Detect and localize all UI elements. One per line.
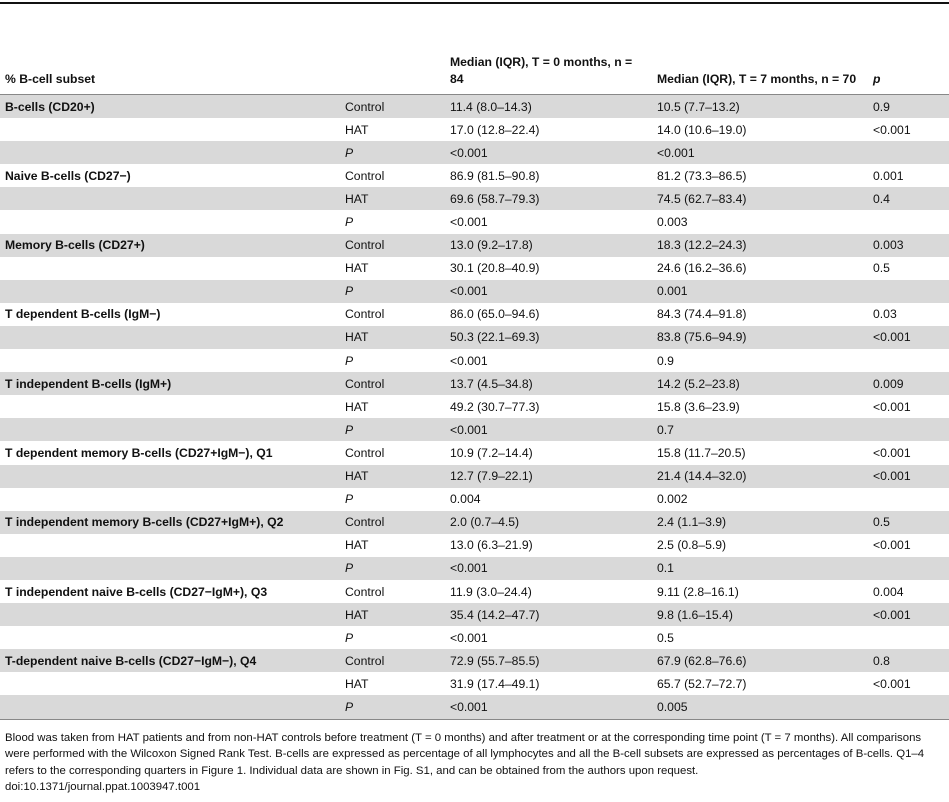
cell-t0: 2.0 (0.7–4.5) — [445, 511, 652, 534]
cell-t7: 18.3 (12.2–24.3) — [652, 234, 868, 257]
cell-t7: 24.6 (16.2–36.6) — [657, 261, 747, 276]
cell-group: Control — [340, 234, 445, 257]
cell-t7: 0.9 — [657, 353, 674, 368]
cell-t0: 13.0 (9.2–17.8) — [445, 234, 652, 257]
cell-subset — [0, 672, 340, 695]
cell-subset: B-cells (CD20+) — [0, 95, 340, 119]
cell-t7: 0.1 — [652, 557, 868, 580]
cell-p: 0.004 — [873, 584, 904, 599]
cell-group: HAT — [345, 676, 369, 691]
cell-group: HAT — [340, 187, 445, 210]
table-row — [0, 141, 949, 164]
cell-t0: 69.6 (58.7–79.3) — [445, 187, 652, 210]
cell-group: P — [340, 141, 445, 164]
table-body — [0, 95, 949, 720]
cell-subset — [0, 210, 340, 233]
cell-t0: 49.2 (30.7–77.3) — [450, 399, 540, 414]
cell-group: P — [340, 695, 445, 719]
results-table-container — [0, 2, 949, 796]
cell-t0: <0.001 — [445, 141, 652, 164]
cell-p: 0.001 — [873, 168, 904, 183]
table-row — [0, 534, 949, 557]
cell-t0: <0.001 — [445, 695, 652, 719]
cell-t7: 9.11 (2.8–16.1) — [657, 584, 739, 599]
cell-group: Control — [340, 372, 445, 395]
cell-subset — [0, 418, 340, 441]
cell-t0: 0.004 — [450, 492, 481, 507]
cell-subset — [0, 557, 340, 580]
cell-t0: 11.4 (8.0–14.3) — [445, 95, 652, 119]
cell-group: P — [345, 353, 354, 368]
footnote-doi: doi:10.1371/journal.ppat.1003947.t001 — [5, 781, 201, 794]
table-row — [0, 257, 949, 280]
cell-p — [868, 349, 949, 372]
cell-group: P — [345, 630, 354, 645]
table-row — [0, 603, 949, 626]
cell-group: Control — [345, 168, 385, 183]
cell-t7: 74.5 (62.7–83.4) — [652, 187, 868, 210]
cell-p — [868, 210, 949, 233]
cell-t0: 13.0 (6.3–21.9) — [450, 538, 533, 553]
table-row — [0, 95, 949, 119]
cell-p: 0.5 — [873, 261, 890, 276]
cell-t7: 14.2 (5.2–23.8) — [652, 372, 868, 395]
cell-group: P — [340, 557, 445, 580]
cell-subset: Memory B-cells (CD27+) — [0, 234, 340, 257]
table-row — [0, 672, 949, 695]
cell-p: <0.001 — [873, 538, 911, 553]
cell-p: <0.001 — [873, 122, 911, 137]
table-row — [0, 187, 949, 210]
cell-t7: 14.0 (10.6–19.0) — [657, 122, 747, 137]
cell-subset — [0, 187, 340, 210]
cell-t0: 86.0 (65.0–94.6) — [450, 307, 540, 322]
cell-t0: 30.1 (20.8–40.9) — [450, 261, 540, 276]
header-t7: Median (IQR), T = 7 months, n = 70 — [652, 4, 868, 95]
cell-subset — [0, 280, 340, 303]
cell-p: <0.001 — [873, 676, 911, 691]
cell-p: 0.4 — [868, 187, 949, 210]
cell-t0: 35.4 (14.2–47.7) — [445, 603, 652, 626]
cell-subset — [0, 141, 340, 164]
cell-group: Control — [340, 511, 445, 534]
table-row — [0, 441, 949, 464]
table-row — [0, 234, 949, 257]
cell-group: P — [345, 492, 354, 507]
table-row — [0, 280, 949, 303]
table-row — [0, 626, 949, 649]
header-subset: % B-cell subset — [0, 4, 340, 95]
cell-subset — [0, 603, 340, 626]
cell-t7: 2.5 (0.8–5.9) — [657, 538, 727, 553]
cell-t7: 10.5 (7.7–13.2) — [652, 95, 868, 119]
cell-t7: 0.003 — [657, 215, 688, 230]
table-row — [0, 395, 949, 418]
cell-t0: <0.001 — [450, 215, 488, 230]
cell-p — [868, 488, 949, 511]
table-header — [0, 4, 949, 95]
header-row — [0, 4, 949, 95]
cell-subset: T dependent memory B-cells (CD27+IgM−), Q1 — [5, 445, 273, 460]
cell-subset — [0, 488, 340, 511]
cell-t7: 21.4 (14.4–32.0) — [652, 465, 868, 488]
cell-p — [868, 626, 949, 649]
cell-t7: 0.5 — [657, 630, 674, 645]
table-row — [0, 557, 949, 580]
cell-t7: <0.001 — [652, 141, 868, 164]
cell-t0: 31.9 (17.4–49.1) — [450, 676, 540, 691]
cell-subset — [0, 465, 340, 488]
cell-t7: 83.8 (75.6–94.9) — [652, 326, 868, 349]
table-footnote — [0, 720, 949, 796]
cell-t0: 50.3 (22.1–69.3) — [445, 326, 652, 349]
b-cell-subset-table — [0, 4, 949, 720]
cell-group: HAT — [340, 465, 445, 488]
table-row — [0, 418, 949, 441]
cell-p: 0.009 — [868, 372, 949, 395]
cell-p: 0.5 — [868, 511, 949, 534]
cell-group: HAT — [340, 326, 445, 349]
cell-t7: 15.8 (3.6–23.9) — [657, 399, 740, 414]
header-p: p — [868, 4, 949, 95]
cell-p: 0.03 — [873, 307, 897, 322]
cell-t7: 81.2 (73.3–86.5) — [657, 168, 747, 183]
cell-p — [868, 695, 949, 719]
cell-t0: <0.001 — [450, 353, 488, 368]
cell-group: HAT — [340, 603, 445, 626]
cell-p: <0.001 — [873, 445, 911, 460]
table-row — [0, 695, 949, 719]
header-t0: Median (IQR), T = 0 months, n = 84 — [445, 4, 652, 95]
cell-group: HAT — [345, 261, 369, 276]
cell-t0: 86.9 (81.5–90.8) — [450, 168, 540, 183]
cell-subset: T independent B-cells (IgM+) — [0, 372, 340, 395]
cell-subset — [0, 534, 340, 557]
cell-p: <0.001 — [873, 399, 911, 414]
cell-group: Control — [345, 584, 385, 599]
cell-p: 0.003 — [868, 234, 949, 257]
cell-t0: <0.001 — [445, 280, 652, 303]
table-row — [0, 349, 949, 372]
table-row — [0, 465, 949, 488]
cell-subset: Naive B-cells (CD27−) — [5, 168, 131, 183]
cell-p: <0.001 — [868, 465, 949, 488]
cell-p — [868, 557, 949, 580]
cell-p — [868, 418, 949, 441]
cell-t0: 72.9 (55.7–85.5) — [445, 649, 652, 672]
cell-t0: <0.001 — [445, 557, 652, 580]
cell-t7: 84.3 (74.4–91.8) — [657, 307, 747, 322]
table-row — [0, 580, 949, 603]
cell-subset — [0, 257, 340, 280]
cell-t0: <0.001 — [450, 630, 488, 645]
cell-t0: 10.9 (7.2–14.4) — [450, 445, 533, 460]
table-row — [0, 372, 949, 395]
cell-group: HAT — [345, 538, 369, 553]
cell-p — [868, 141, 949, 164]
header-group — [340, 4, 445, 95]
cell-t0: 11.9 (3.0–24.4) — [450, 584, 532, 599]
cell-p: 0.9 — [868, 95, 949, 119]
cell-subset: T-dependent naive B-cells (CD27−IgM−), Q4 — [0, 649, 340, 672]
cell-group: HAT — [345, 122, 369, 137]
table-row — [0, 210, 949, 233]
cell-p: 0.8 — [868, 649, 949, 672]
cell-group: Control — [345, 307, 385, 322]
table-row — [0, 303, 949, 326]
cell-p: <0.001 — [868, 326, 949, 349]
cell-t7: 67.9 (62.8–76.6) — [652, 649, 868, 672]
cell-subset — [0, 118, 340, 141]
table-row — [0, 326, 949, 349]
cell-t7: 2.4 (1.1–3.9) — [652, 511, 868, 534]
cell-p — [868, 280, 949, 303]
cell-t7: 65.7 (52.7–72.7) — [657, 676, 747, 691]
cell-t7: 0.001 — [652, 280, 868, 303]
table-row — [0, 511, 949, 534]
table-row — [0, 649, 949, 672]
cell-p: <0.001 — [868, 603, 949, 626]
cell-subset — [0, 349, 340, 372]
cell-group: P — [345, 215, 354, 230]
cell-t0: 17.0 (12.8–22.4) — [450, 122, 540, 137]
cell-subset — [0, 395, 340, 418]
cell-t7: 9.8 (1.6–15.4) — [652, 603, 868, 626]
cell-t7: 0.005 — [652, 695, 868, 719]
cell-group: HAT — [345, 399, 369, 414]
table-row — [0, 488, 949, 511]
cell-subset: T independent memory B-cells (CD27+IgM+), Q2 — [0, 511, 340, 534]
cell-subset: T dependent B-cells (IgM−) — [5, 307, 161, 322]
cell-t0: 13.7 (4.5–34.8) — [445, 372, 652, 395]
cell-subset — [0, 626, 340, 649]
footnote-text: Blood was taken from HAT patients and from non-HAT controls before treatment (T = 0 months) and after treatment or at the corresponding time point (T = 7 months). All comparisons were performed with the Wilcoxon Signed Rank Test. B-cells are expressed as percentage of all lymphocytes and all the B-cell subsets are expressed as percentages of B-cells. Q1–4 refers to the corresponding quarters in Figure 1. Individual data are shown in Fig. S1, and can be obtained from the authors upon request. — [5, 731, 925, 777]
cell-t0: <0.001 — [445, 418, 652, 441]
cell-t7: 0.7 — [652, 418, 868, 441]
cell-t7: 0.002 — [657, 492, 688, 507]
table-row — [0, 118, 949, 141]
cell-group: Control — [340, 95, 445, 119]
cell-group: P — [340, 418, 445, 441]
cell-t0: 12.7 (7.9–22.1) — [445, 465, 652, 488]
table-row — [0, 164, 949, 187]
cell-group: Control — [345, 445, 385, 460]
cell-subset — [0, 695, 340, 719]
cell-group: P — [340, 280, 445, 303]
cell-subset: T independent naive B-cells (CD27−IgM+), Q3 — [5, 584, 268, 599]
cell-t7: 15.8 (11.7–20.5) — [657, 445, 746, 460]
cell-subset — [0, 326, 340, 349]
cell-group: Control — [340, 649, 445, 672]
